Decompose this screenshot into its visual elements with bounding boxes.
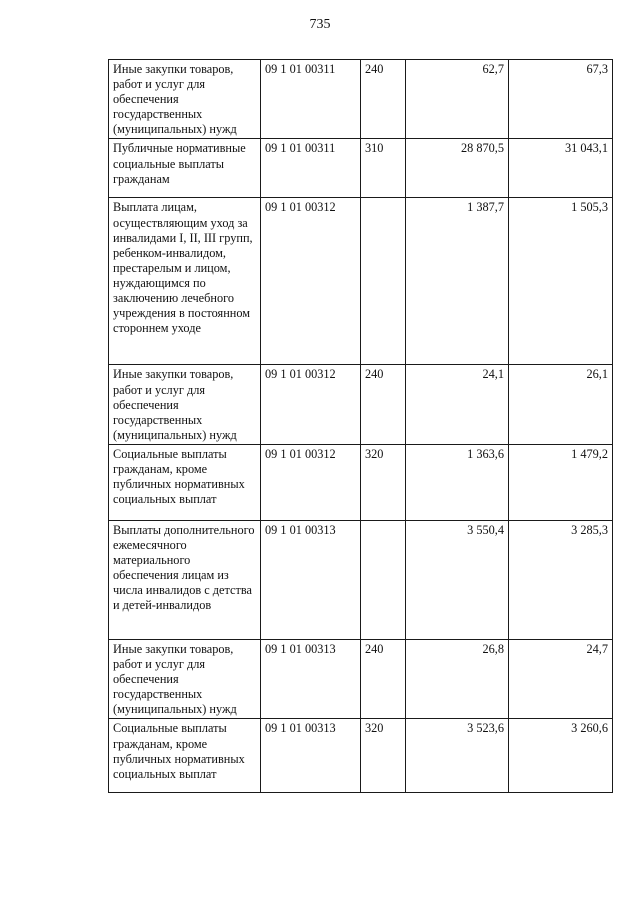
row-type-cell: 240 — [361, 365, 406, 444]
row-name-cell: Выплата лицам, осуществляющим уход за инвалидами I, II, III групп, ребенком-инвалидом, престарелым и лицом, нуждающимся по заключению лечебного учреждения в постоянном стороннем уходе — [109, 198, 261, 365]
row-type-cell: 320 — [361, 444, 406, 520]
row-value1-cell: 3 550,4 — [406, 520, 509, 639]
row-type-cell — [361, 520, 406, 639]
row-value1-cell: 26,8 — [406, 639, 509, 718]
row-type-cell: 240 — [361, 60, 406, 139]
table-row — [109, 719, 613, 793]
row-value1-cell: 24,1 — [406, 365, 509, 444]
row-value1-cell: 62,7 — [406, 60, 509, 139]
table-row — [109, 639, 613, 718]
budget-table — [108, 59, 613, 793]
row-value2-cell: 31 043,1 — [509, 139, 613, 198]
row-value1-cell: 3 523,6 — [406, 719, 509, 793]
row-value2-cell: 67,3 — [509, 60, 613, 139]
row-code-cell: 09 1 01 00313 — [261, 520, 361, 639]
row-value2-cell: 1 479,2 — [509, 444, 613, 520]
row-value2-cell: 3 285,3 — [509, 520, 613, 639]
row-name-cell: Социальные выплаты гражданам, кроме публичных нормативных социальных выплат — [109, 444, 261, 520]
row-value1-cell: 1 363,6 — [406, 444, 509, 520]
table-row — [109, 60, 613, 139]
row-value2-cell: 3 260,6 — [509, 719, 613, 793]
row-name-cell: Иные закупки товаров, работ и услуг для обеспечения государственных (муниципальных) нужд — [109, 365, 261, 444]
row-code-cell: 09 1 01 00311 — [261, 60, 361, 139]
row-name-cell: Иные закупки товаров, работ и услуг для обеспечения государственных (муниципальных) нужд — [109, 639, 261, 718]
row-value2-cell: 1 505,3 — [509, 198, 613, 365]
row-code-cell: 09 1 01 00312 — [261, 198, 361, 365]
page-number: 735 — [309, 17, 331, 32]
row-value1-cell: 1 387,7 — [406, 198, 509, 365]
row-type-cell: 320 — [361, 719, 406, 793]
row-code-cell: 09 1 01 00312 — [261, 444, 361, 520]
row-name-cell: Публичные нормативные социальные выплаты гражданам — [109, 139, 261, 198]
row-value2-cell: 24,7 — [509, 639, 613, 718]
row-type-cell: 310 — [361, 139, 406, 198]
table-row — [109, 444, 613, 520]
row-code-cell: 09 1 01 00312 — [261, 365, 361, 444]
row-value2-cell: 26,1 — [509, 365, 613, 444]
row-code-cell: 09 1 01 00313 — [261, 639, 361, 718]
row-name-cell: Социальные выплаты гражданам, кроме публичных нормативных социальных выплат — [109, 719, 261, 793]
table-row — [109, 365, 613, 444]
row-code-cell: 09 1 01 00311 — [261, 139, 361, 198]
row-type-cell: 240 — [361, 639, 406, 718]
row-name-cell: Иные закупки товаров, работ и услуг для обеспечения государственных (муниципальных) нужд — [109, 60, 261, 139]
table-row — [109, 520, 613, 639]
row-name-cell: Выплаты дополнительного ежемесячного материального обеспечения лицам из числа инвалидов с детства и детей-инвалидов — [109, 520, 261, 639]
row-code-cell: 09 1 01 00313 — [261, 719, 361, 793]
table-row — [109, 198, 613, 365]
table-row — [109, 139, 613, 198]
row-type-cell — [361, 198, 406, 365]
row-value1-cell: 28 870,5 — [406, 139, 509, 198]
